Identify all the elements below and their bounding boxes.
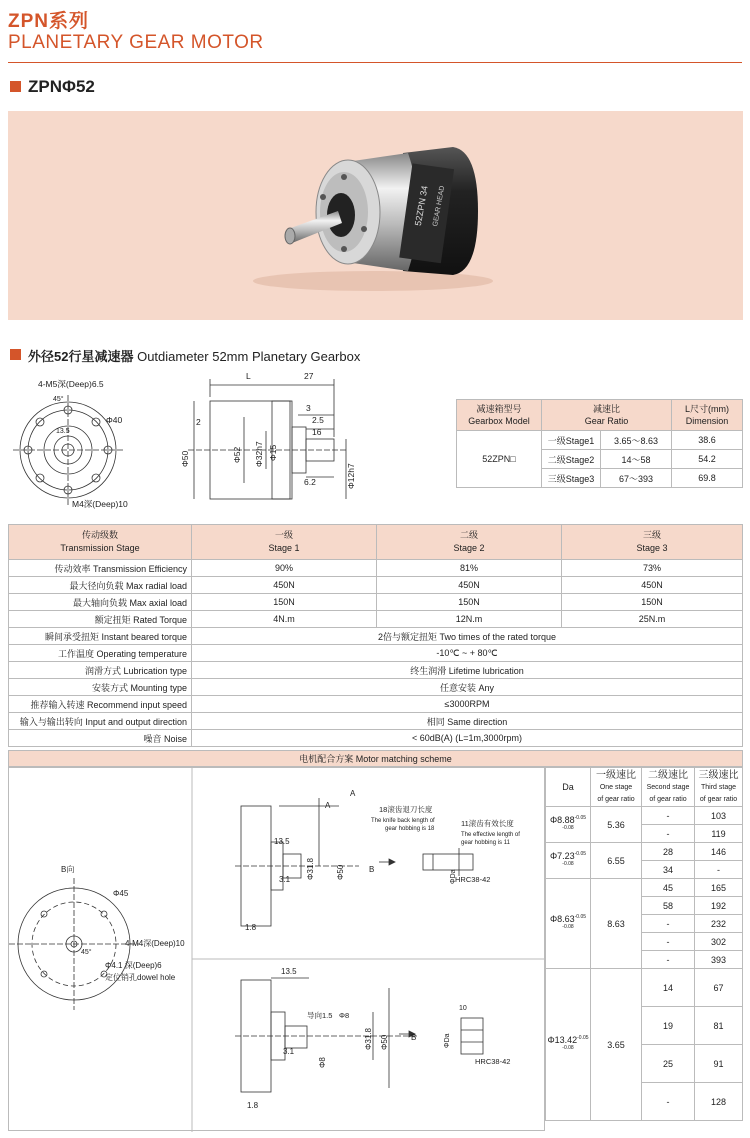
rt-r2: - [642, 1083, 695, 1121]
label-b-arrow: B [369, 865, 375, 874]
spec-value: ≤3000RPM [192, 696, 743, 713]
gearbox-model-table [456, 399, 743, 488]
hob11-en2: gear hobbing is 11 [461, 840, 510, 846]
dim-6-2: 6.2 [304, 477, 316, 487]
gb-dim: 69.8 [672, 469, 743, 488]
dim-phi50: Φ50 [180, 450, 190, 467]
dim-13-5: 13.5 [56, 428, 70, 435]
dim-phi40: Φ40 [106, 415, 123, 425]
dim-L: L [246, 371, 251, 381]
dim-phi50: Φ50 [336, 864, 345, 880]
spec-h-s1 [192, 525, 377, 560]
rt-r2: 19 [642, 1007, 695, 1045]
rt-h-da: Da [546, 768, 591, 807]
rt-r2: 14 [642, 969, 695, 1007]
spec-label: 传动效率 Transmission Efficiency [9, 560, 192, 577]
rt-r3: 192 [695, 897, 743, 915]
spec-value: 450N [377, 577, 562, 594]
dim-10: 10 [459, 1005, 467, 1012]
rt-r3: 232 [695, 915, 743, 933]
spec-label: 额定扭矩 Rated Torque [9, 611, 192, 628]
gear-motor-image [8, 111, 743, 320]
dim-3-1: 3.1 [279, 875, 291, 884]
rt-h-s2 [642, 768, 695, 807]
spec-label: 推荐输入转速 Recommend input speed [9, 696, 192, 713]
rt-r2: 58 [642, 897, 695, 915]
dimension-drawing [8, 367, 453, 517]
rt-da-val: Φ13.42 [547, 1034, 578, 1045]
spec-value: 450N [562, 577, 743, 594]
dim-phi50b: Φ50 [380, 1034, 389, 1050]
rt-tol-up: -0.05 [577, 1034, 589, 1041]
rt-tol-dn: -0.08 [562, 860, 574, 867]
spec-value: 任意安装 Any [192, 679, 743, 696]
label-b-arrow-2: B [411, 1033, 417, 1042]
rt-r2: - [642, 825, 695, 843]
gb-stage: 三级Stage3 [542, 469, 601, 488]
gb-header-ratio [542, 400, 672, 431]
spec-h-s3-cn: 三级 [642, 530, 661, 540]
label-hrc: HRC38-42 [455, 875, 491, 884]
spec-row [9, 713, 743, 730]
rt-h-s1-en2: of gear ratio [597, 795, 635, 803]
rt-da [546, 843, 591, 879]
rt-r3: - [695, 861, 743, 879]
spec-h-label-en: Transmission Stage [60, 543, 140, 553]
rt-tol-up: -0.05 [574, 850, 587, 857]
rt-r2: 45 [642, 879, 695, 897]
rt-da-val: Φ8.63 [549, 913, 575, 924]
product-photo [8, 111, 743, 320]
dim-1-8: 1.8 [245, 923, 257, 932]
rt-r2: 28 [642, 843, 695, 861]
bullet-square-icon [10, 81, 21, 92]
dim-phi15: Φ15 [268, 444, 278, 461]
spec-row [9, 611, 743, 628]
rt-h-s3-en2: of gear ratio [699, 795, 738, 803]
spec-value: 81% [377, 560, 562, 577]
gb-header-model [457, 400, 542, 431]
spec-row [9, 628, 743, 645]
spec-table [8, 524, 743, 747]
spec-value: 4N.m [192, 611, 377, 628]
rt-r1: 3.65 [591, 969, 642, 1121]
gb-stage: 二级Stage2 [542, 450, 601, 469]
header-divider [8, 62, 742, 63]
rt-r2: - [642, 951, 695, 969]
spec-label: 最大轴向负载 Max axial load [9, 594, 192, 611]
dim-16: 16 [312, 427, 322, 437]
spec-row [9, 577, 743, 594]
gb-header-dim [672, 400, 743, 431]
dim-phida: ΦDa [450, 869, 457, 884]
spec-label: 瞬间承受扭矩 Instant beared torque [9, 628, 192, 645]
gb-h-model-en: Gearbox Model [468, 416, 530, 426]
spec-value: 150N [377, 594, 562, 611]
rt-tol-up: -0.05 [574, 913, 587, 920]
spec-row [9, 560, 743, 577]
spec-row [9, 730, 743, 747]
dim-3: 3 [306, 403, 311, 413]
gb-ratio: 14～58 [601, 450, 672, 469]
motor-matching-drawing [8, 767, 545, 1131]
motor-matching-title: 电机配合方案 Motor matching scheme [8, 750, 743, 767]
rt-h-s1-en1: One stage [599, 783, 633, 791]
dim-phi52: Φ52 [232, 446, 242, 463]
rt-r3: 103 [695, 807, 743, 825]
dim-2-5: 2.5 [312, 415, 324, 425]
rt-h-s2-en2: of gear ratio [649, 795, 687, 803]
rt-r2: 25 [642, 1045, 695, 1083]
spec-value: 450N [192, 577, 377, 594]
rt-r1: 6.55 [591, 843, 642, 879]
spec-value: 150N [562, 594, 743, 611]
dim-27: 27 [304, 371, 314, 381]
rt-h-s3 [695, 768, 743, 807]
spec-value: 25N.m [562, 611, 743, 628]
spec-value: 150N [192, 594, 377, 611]
dim-m5: 4-M5深(Deep)6.5 [38, 379, 104, 389]
spec-label: 润滑方式 Lubrication type [9, 662, 192, 679]
dim-13-5: 13.5 [274, 837, 290, 846]
rt-da [546, 807, 591, 843]
product-subtitle: PLANETARY GEAR MOTOR [8, 32, 264, 53]
rt-da [546, 969, 591, 1121]
dim-13-5b: 13.5 [281, 967, 297, 976]
spec-value: 12N.m [377, 611, 562, 628]
gb-h-ratio-en: Gear Ratio [584, 416, 629, 426]
spec-h-s2-en: Stage 2 [453, 543, 485, 553]
spec-value: 相同 Same direction [192, 713, 743, 730]
dowel-1: Φ4.1 深(Deep)6 [105, 961, 162, 970]
hob18-en1: The knife back length of [371, 818, 435, 824]
bullet-square-icon-2 [10, 349, 21, 360]
gb-h-ratio-cn: 减速比 [592, 404, 620, 414]
rt-h-s1-cn: 一级速比 [596, 769, 636, 781]
label-a-top: A [325, 801, 331, 810]
hob18-en2: gear hobbing is 18 [385, 826, 435, 832]
label-a-mid: A [350, 789, 356, 798]
dim-phi45: Φ45 [113, 889, 129, 898]
label-guide: 导向1.5 [307, 1011, 333, 1020]
b-view-label: B向 [61, 865, 75, 874]
rt-r2: - [642, 915, 695, 933]
rt-tol-dn: -0.08 [562, 1044, 574, 1051]
rt-r2: - [642, 807, 695, 825]
rt-r3: 91 [695, 1045, 743, 1083]
hob11-cn: 11滚齿有效长度 [461, 819, 514, 828]
dowel-2: 定位销孔dowel hole [105, 973, 176, 982]
rt-r3: 128 [695, 1083, 743, 1121]
rt-tol-dn: -0.08 [562, 824, 574, 831]
spec-label: 安装方式 Mounting type [9, 679, 192, 696]
section-title [28, 346, 360, 365]
spec-h-s2 [377, 525, 562, 560]
spec-h-s1-en: Stage 1 [268, 543, 300, 553]
rt-da-val: Φ8.88 [549, 814, 575, 825]
gb-h-dim-en: Dimension [685, 416, 729, 426]
spec-row [9, 662, 743, 679]
dim-angle: 45° [53, 396, 64, 403]
spec-value: 73% [562, 560, 743, 577]
rt-r1: 8.63 [591, 879, 642, 969]
rt-h-s2-en1: Second stage [646, 783, 690, 791]
rt-tol-dn: -0.08 [562, 923, 574, 930]
rt-h-s2-cn: 二级速比 [648, 769, 688, 781]
label-hrc-2: HRC38-42 [475, 1057, 511, 1066]
rt-r3: 81 [695, 1007, 743, 1045]
rt-r3: 302 [695, 933, 743, 951]
spec-value: 终生润滑 Lifetime lubrication [192, 662, 743, 679]
spec-row [9, 679, 743, 696]
rt-r2: - [642, 933, 695, 951]
gb-model-cell: 52ZPN□ [457, 431, 542, 488]
section-title-en: Outdiameter 52mm Planetary Gearbox [133, 349, 361, 364]
dim-1-8b: 1.8 [247, 1101, 259, 1110]
rt-da-val: Φ7.23 [549, 850, 575, 861]
rt-h-s1 [591, 768, 642, 807]
section-title-cn: 外径52行星减速器 [28, 349, 134, 364]
spec-h-label [9, 525, 192, 560]
spec-value: < 60dB(A) (L=1m,3000rpm) [192, 730, 743, 747]
rt-da [546, 879, 591, 969]
rt-r2: 34 [642, 861, 695, 879]
rt-r3: 67 [695, 969, 743, 1007]
dim-phi8b: Φ8 [318, 1057, 327, 1068]
spec-h-label-cn: 传动级数 [81, 530, 118, 540]
gb-dim: 38.6 [672, 431, 743, 450]
gb-h-model-cn: 减速箱型号 [476, 404, 522, 414]
dim-phi31-8b: Φ31.8 [364, 1028, 373, 1050]
spec-row [9, 594, 743, 611]
dim-45deg: 45° [81, 949, 92, 956]
spec-row [9, 645, 743, 662]
hob18-cn: 18滚齿退刀长度 [379, 805, 433, 814]
rt-h-s3-cn: 三级速比 [698, 769, 739, 781]
spec-row [9, 696, 743, 713]
photo-label: 52ZPN 34 [412, 184, 430, 227]
rt-r3: 146 [695, 843, 743, 861]
model-title: ZPNΦ52 [28, 77, 95, 96]
dim-phi32: Φ32h7 [254, 441, 264, 467]
rt-tol-up: -0.05 [574, 814, 587, 821]
rt-r3: 393 [695, 951, 743, 969]
gb-ratio: 3.65～8.63 [601, 431, 672, 450]
series-title: ZPN系列 [8, 11, 90, 32]
hob11-en1: The effective length of [461, 832, 520, 838]
spec-value: -10℃ ~ + 80℃ [192, 645, 743, 662]
rt-r3: 165 [695, 879, 743, 897]
spec-h-s1-cn: 一级 [274, 530, 293, 540]
spec-label: 输入与输出转向 Input and output direction [9, 713, 192, 730]
dim-phi31-8: Φ31.8 [306, 858, 315, 880]
spec-h-s3-en: Stage 3 [636, 543, 668, 553]
dim-2: 2 [196, 417, 201, 427]
rt-r3: 119 [695, 825, 743, 843]
spec-value: 90% [192, 560, 377, 577]
gb-ratio: 67～393 [601, 469, 672, 488]
spec-h-s3 [562, 525, 743, 560]
rt-r1: 5.36 [591, 807, 642, 843]
dim-phi12: Φ12h7 [346, 463, 356, 489]
spec-label: 最大径向负载 Max radial load [9, 577, 192, 594]
spec-label: 噪音 Noise [9, 730, 192, 747]
dim-phi8: Φ8 [339, 1011, 350, 1020]
rt-h-s3-en1: Third stage [700, 783, 737, 791]
dim-m4-deep: 4-M4深(Deep)10 [125, 939, 185, 948]
dim-m4: M4深(Deep)10 [72, 499, 128, 509]
photo-label-brand: GEAR HEAD [432, 185, 447, 228]
dim-3-1b: 3.1 [283, 1047, 295, 1056]
spec-value: 2倍与额定扭矩 Two times of the rated torque [192, 628, 743, 645]
dim-phida-2: ΦDa [444, 1033, 451, 1048]
spec-label: 工作温度 Operating temperature [9, 645, 192, 662]
gb-stage: 一级Stage1 [542, 431, 601, 450]
spec-h-s2-cn: 二级 [459, 530, 478, 540]
gb-dim: 54.2 [672, 450, 743, 469]
gb-h-dim-cn: L尺寸(mm) [685, 404, 729, 414]
ratio-table [545, 767, 743, 1121]
